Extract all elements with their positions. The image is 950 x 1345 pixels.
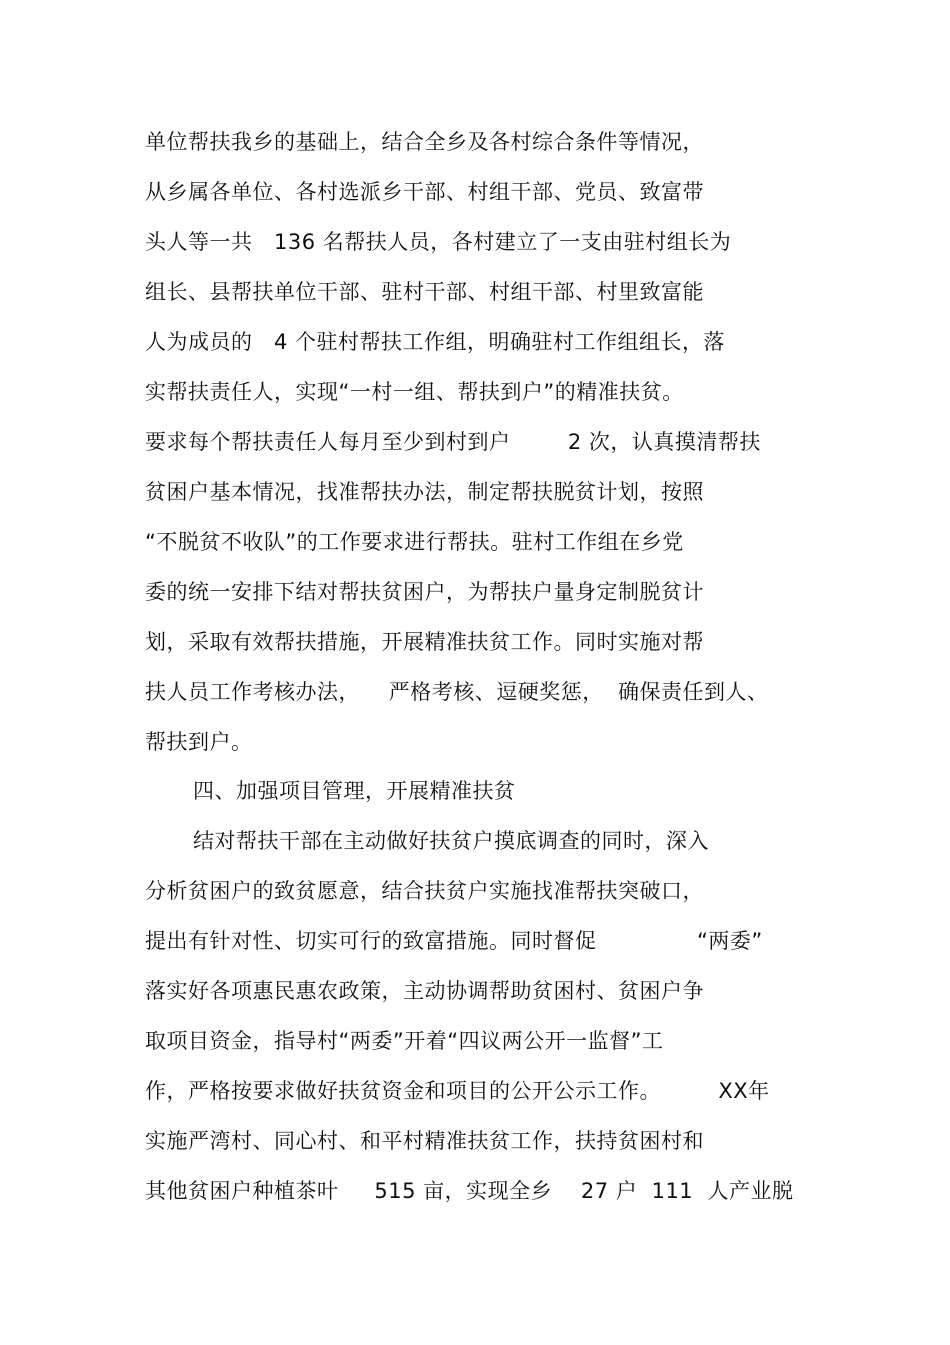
text-line-18: 落实好各项惠民惠农政策，主动协调帮助贫困村、贫困户争 <box>145 979 704 1003</box>
text-line-8: 贫困户基本情况，找准帮扶办法，制定帮扶脱贫计划，按照 <box>145 480 704 504</box>
text-line-20: 作，严格按要求做好扶贫资金和项目的公开公示工作。 XX年 <box>145 1079 770 1103</box>
text-line-7: 要求每个帮扶责任人每月至少到村到户 2 次，认真摸清帮扶 <box>145 430 761 454</box>
text-line-10: 委的统一安排下结对帮扶贫困户，为帮扶户量身定制脱贫计 <box>145 580 704 604</box>
text-line-16: 分析贫困户的致贫愿意，结合扶贫户实施找准帮扶突破口， <box>145 879 704 903</box>
text-line-15: 结对帮扶干部在主动做好扶贫户摸底调查的同时，深入 <box>193 829 709 853</box>
text-line-17: 提出有针对性、切实可行的致富措施。同时督促 “两委” <box>145 929 763 953</box>
text-line-19: 取项目资金，指导村“两委”开着“四议两公开一监督”工 <box>145 1029 664 1053</box>
text-line-12: 扶人员工作考核办法， 严格考核、逗硬奖惩， 确保责任到人、 <box>145 680 769 704</box>
section-heading: 四、加强项目管理，开展精准扶贫 <box>193 779 516 803</box>
text-line-3: 头人等一共 136 名帮扶人员，各村建立了一支由驻村组长为 <box>145 230 732 254</box>
text-line-5: 人为成员的 4 个驻村帮扶工作组，明确驻村工作组组长，落 <box>145 330 726 354</box>
text-line-6: 实帮扶责任人，实现“一村一组、帮扶到户”的精准扶贫。 <box>145 380 684 404</box>
text-line-22: 其他贫困户种植茶叶 515 亩，实现全乡 27 户 111 人产业脱 <box>145 1179 794 1203</box>
text-line-11: 划，采取有效帮扶措施，开展精准扶贫工作。同时实施对帮 <box>145 630 704 654</box>
text-line-9: “不脱贫不收队”的工作要求进行帮扶。驻村工作组在乡党 <box>145 530 684 554</box>
text-line-21: 实施严湾村、同心村、和平村精准扶贫工作，扶持贫困村和 <box>145 1129 704 1153</box>
text-line-4: 组长、县帮扶单位干部、驻村干部、村组干部、村里致富能 <box>145 280 704 304</box>
text-line-2: 从乡属各单位、各村选派乡干部、村组干部、党员、致富带 <box>145 180 704 204</box>
text-line-1: 单位帮扶我乡的基础上，结合全乡及各村综合条件等情况， <box>145 130 704 154</box>
text-line-13: 帮扶到户。 <box>145 730 253 754</box>
